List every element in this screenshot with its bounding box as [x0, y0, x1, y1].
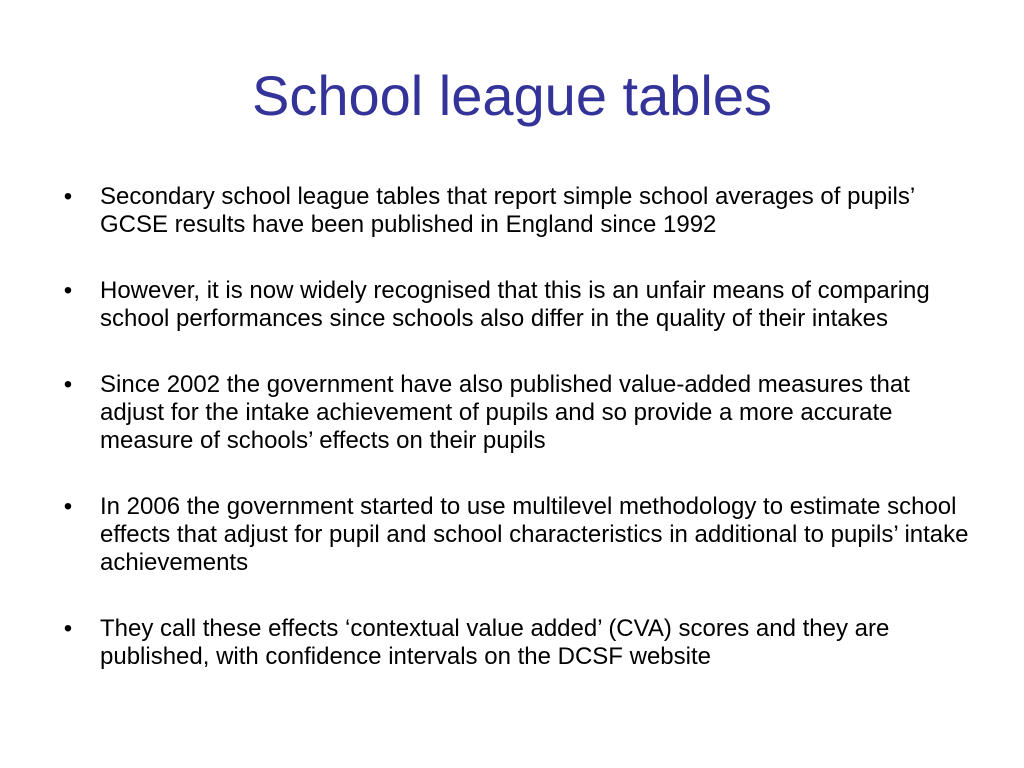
- bullet-item: [56, 183, 976, 239]
- bullet-item: [56, 615, 976, 671]
- slide-title: School league tables: [252, 64, 772, 127]
- bullet-list: [56, 183, 976, 709]
- bullet-marker: •: [63, 493, 73, 520]
- bullet-text: However, it is now widely recognised that this is an unfair means of comparing school performances since schools also differ in the quality of their intakes: [100, 277, 930, 332]
- bullet-marker: •: [63, 183, 73, 210]
- bullet-marker: •: [63, 615, 73, 642]
- bullet-marker: •: [63, 277, 73, 304]
- bullet-item: [56, 493, 976, 577]
- bullet-text: They call these effects ‘contextual value added’ (CVA) scores and they are published, with confidence intervals on the DCSF website: [100, 615, 890, 670]
- bullet-text: Since 2002 the government have also published value-added measures that adjust for the intake achievement of pupils and so provide a more accurate measure of schools’ effects on their pupils: [100, 371, 910, 454]
- bullet-marker: •: [63, 371, 73, 398]
- bullet-text: Secondary school league tables that report simple school averages of pupils’ GCSE results have been published in England since 1992: [100, 183, 915, 238]
- bullet-item: [56, 277, 976, 333]
- bullet-item: [56, 371, 976, 455]
- bullet-text: In 2006 the government started to use multilevel methodology to estimate school effects that adjust for pupil and school characteristics in additional to pupils’ intake achievements: [100, 493, 969, 576]
